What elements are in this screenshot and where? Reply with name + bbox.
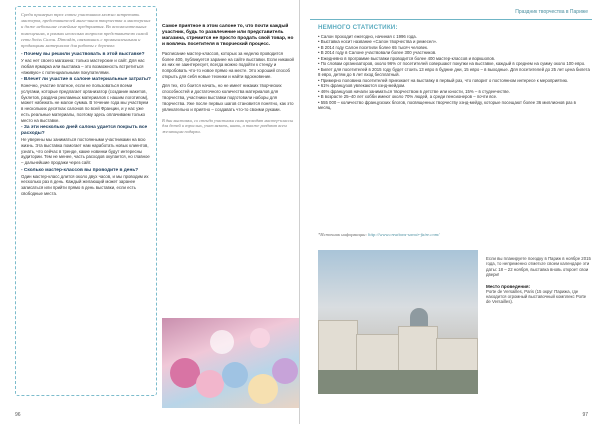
yarn-ball-icon	[196, 370, 224, 398]
source-label: *Источник информации:	[318, 232, 368, 237]
article-body: Для тех, кто боится начать, но не имеет никаких творческих способностей и достаточного количества материалов для творчества, участники выставки подготовили наборы для творчества. Уже после первых шагов становится понятно, как это увлекательно и приятно – создавать что-то своими руками.	[162, 83, 294, 112]
question: - Сколько мастер-классов вы проводите в день?	[21, 167, 139, 173]
stat-item: • Примерно половина посетителей приезжает на выставку в первый раз, что говорит о постоянном интересе к мероприятию.	[318, 77, 569, 83]
article-caption: В дни выставки, со стенда участники сами проводят мастер-классы для детей и взрослых, учат вязать, шить, а также раздают всем желающим подарки.	[162, 117, 294, 135]
stat-item: • В 2014 году Салон посетили более 65 тысяч человек.	[318, 44, 429, 50]
yarn-ball-icon	[222, 362, 248, 388]
yarn-photo	[162, 318, 300, 408]
stats-title: НЕМНОГО СТАТИСТИКИ:	[318, 24, 398, 31]
stat-item: • В 2014 году в Салоне участвовали более 300 участников.	[318, 50, 437, 56]
stat-item: • 46% французов начали заниматься творчеством в детстве или юности, 15% – в студенчестве.	[318, 88, 510, 94]
article-lead: Самое приятное в этом салоне то, что почти каждый участник, будь то развлечение или представитель магазина, стремится не просто продать свой товар, но и вовлечь посетителя в творческий процесс.	[162, 24, 294, 47]
yarn-ball-icon	[272, 358, 298, 384]
stat-item: • 61% французов увлекаются хэнд-мейдом.	[318, 83, 406, 89]
source-line	[318, 232, 439, 237]
street-shape	[318, 370, 478, 394]
qa-item	[21, 77, 151, 123]
article-column	[162, 24, 294, 135]
running-header	[310, 8, 592, 20]
answer: Не уверены мы заниматься постоянными участниками на всю жизнь. Эта выставка помогает нам наработать новых клиентов, узнать, что сейчас в тренде, какие новинки будут интересны аудитории. Тем не менее, часть расходов окупается, но главное – дальнейшие продажи через сайт.	[21, 137, 150, 166]
right-page	[300, 0, 600, 424]
answer: Конечно, участие платное, если не пользоваться всеми услугами, которые предлагает организатор (создание макетов, буклетов, раздача рекламных материалов с нашим логотипом), может набежать не малое сумма. В течение года мы участвуем в нескольких десятках салонов по всей Франции, и у нас уже есть реальные материалы, поэтому здесь оплачиваем только место на выставке.	[21, 83, 149, 123]
qa-item	[21, 168, 151, 197]
event-dates-caption: Если вы планируете поездку в Париж в ноябре 2015 года, то непременно отметьте своем календаре эти даты: 18 – 22 ноября, выставка вновь откроет свои двери!	[486, 256, 591, 278]
stats-list	[318, 34, 590, 110]
paris-photo	[318, 250, 478, 394]
source-link[interactable]: http://www.creations-savoir-faire.com/	[368, 232, 440, 237]
question: - За эти несколько дней салона удается покрыть все расходы?	[21, 125, 148, 137]
interview-intro: Среди примерно трех сотен участников можно встретить мастеров, представителей мага-зинов творчества и мастерских и даже небольшие семейные предприятия. Во вспомогательных помещениях, в рамках несколько вопросов представителю самой сети Swiss Салон. Dimoskin, связавшись с промышленными и продавцами материалов для работы с деревом:	[21, 12, 151, 49]
stat-item: • 555 000 – количество французских блогов, посвященных творчеству хэнд-мейду, которые посещают более 36 миллионов раз в месяц.	[318, 99, 576, 110]
qa-item	[21, 52, 151, 75]
stat-item: • Салон проходит ежегодно, начиная с 1996 года.	[318, 34, 417, 39]
stat-item: • Ежедневно в программе выставки проводится более 400 мастер-классов и воркшопов.	[318, 55, 496, 61]
yarn-ball-icon	[210, 330, 234, 354]
question: - Влечет ли участие в салоне материальные затраты?	[21, 77, 151, 83]
answer: Один мастер-класс длится около двух часов, и мы проводим их несколько раз в день. Каждый желающий может заранее записаться или прийти прямо в день выставки, если есть свободные места.	[21, 173, 149, 196]
answer: У нас нет своего магазина: только мастерские и сайт. Для нас любая ярмарка или выставка – это возможность встретиться «вживую» с потенциальными покупателями.	[21, 58, 145, 75]
question: - Почему вы решили участвовать в этой выставке?	[21, 52, 145, 58]
page-number-left: 96	[15, 412, 21, 418]
article-body: Расписание мастер-классов, которых за неделю проводится более 400, публикуется заранее на сайте выставки. Если никакой из них не заинтересует, всегда можно подойти к стенду и попробовать что-то новое прямо на месте. Это хороший способ открыть для себя новые техники и найти вдохновение.	[162, 50, 294, 80]
qa-item	[21, 125, 151, 166]
header-title: Праздник творчества в Париже	[515, 9, 588, 15]
page-number-right: 97	[582, 412, 588, 418]
stat-item: • Билет для посетителей в 2015 году будет стоить 13 евро в будние дни, 15 евро – в выходные. Для посетителей до 25 лет цена билета 8 евро, детям до 6 лет вход бесплатный.	[318, 66, 590, 78]
yarn-ball-icon	[250, 328, 270, 348]
stat-item: • По словам организаторов, около 96% от посетителей совершают покупки на выставке, каждый в среднем на сумму около 100 евро.	[318, 61, 586, 67]
location-title: Место проведения:	[486, 283, 531, 289]
interview-box	[15, 6, 157, 396]
stat-item: • Выставка носит название «Салон творчества и ремесел».	[318, 39, 438, 45]
location-body: Porte de Versailles, Paris (15 округ Парижа, где находится огромный выставочный комплекс Porte de Versailles).	[486, 288, 587, 305]
stat-item: • В возрасте 25–40 лет хобби имеют около 70% людей, а среди пенсионеров – почти все.	[318, 94, 498, 100]
dome-icon	[410, 308, 428, 326]
sidebar-info	[486, 256, 592, 305]
